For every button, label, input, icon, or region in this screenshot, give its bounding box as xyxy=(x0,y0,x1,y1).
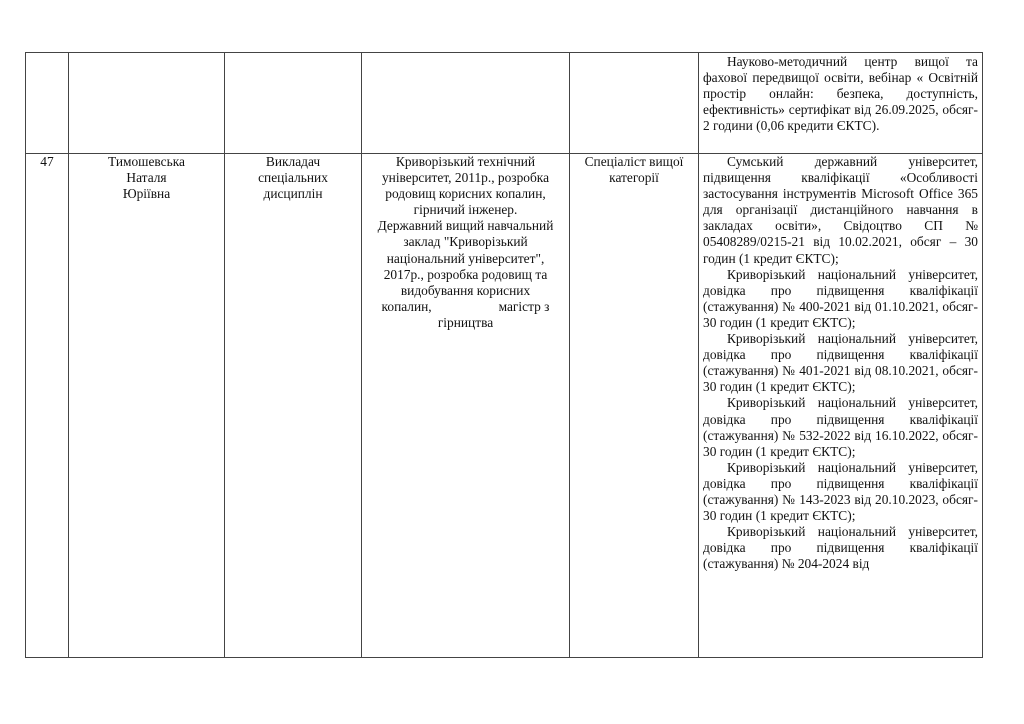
course-entry: Криворізький національний університет, довідка про підвищення кваліфікації (стажування) № 143-2023 від 20.10.2023, обсяг- 30 годин (1 кредит ЄКТС); xyxy=(703,459,978,524)
course-entry: Сумський державний університет, підвищення кваліфікації «Особливості застосування інструментів Microsoft Office 365 для організації дистанційного навчання в закладах освіти», Свідоцтво СП № 05408289/0215-21 від 10.02.2021, обсяг – 30 годин (1 кредит ЄКТС); xyxy=(703,154,978,266)
name-line: Тимошевська xyxy=(108,154,185,169)
category-line: Спеціаліст вищої xyxy=(584,154,684,169)
cell-education xyxy=(362,53,570,154)
education-line: гірничий інженер. xyxy=(413,202,518,218)
education-line: заклад "Криворізький xyxy=(403,234,528,250)
cell-number: 47 xyxy=(26,154,69,658)
table-row-continued xyxy=(26,53,983,154)
name-line: Юріївна xyxy=(122,186,171,202)
education-line: Криворізький технічний xyxy=(395,154,536,169)
course-entry: Криворізький національний університет, довідка про підвищення кваліфікації (стажування) № 204-2024 від xyxy=(703,524,978,572)
education-line: національний університет", xyxy=(386,250,545,266)
cell-full-name xyxy=(69,154,225,658)
education-line: копалин, магістр з xyxy=(381,298,550,314)
course-entry: Криворізький національний університет, довідка про підвищення кваліфікації (стажування) № 401-2021 від 08.10.2021, обсяг- 30 годин (1 кредит ЄКТС); xyxy=(703,331,978,395)
cell-education xyxy=(362,154,570,658)
course-entry: Криворізький національний університет, довідка про підвищення кваліфікації (стажування) № 532-2022 від 16.10.2022, обсяг- 30 годин (1 кредит ЄКТС); xyxy=(703,395,978,459)
education-line: Державний вищий навчальний xyxy=(377,218,554,234)
cell-category xyxy=(570,53,699,154)
name-line: Наталя xyxy=(126,170,167,186)
cell-full-name xyxy=(69,53,225,154)
cell-qualification-courses xyxy=(699,53,983,154)
cell-category xyxy=(570,154,699,658)
staff-qualification-table xyxy=(25,52,983,658)
course-entry: Криворізький національний університет, довідка про підвищення кваліфікації (стажування) № 400-2021 від 01.10.2021, обсяг- 30 годин (1 кредит ЄКТС); xyxy=(703,266,978,330)
cell-qualification-courses xyxy=(699,154,983,658)
cell-number xyxy=(26,53,69,154)
category-line: категорії xyxy=(609,170,659,186)
position-line: Викладач xyxy=(265,154,321,169)
position-line: спеціальних xyxy=(258,170,328,186)
education-line: гірництва xyxy=(437,314,494,330)
cell-position xyxy=(225,154,362,658)
education-line: родовищ корисних копалин, xyxy=(385,186,546,202)
position-line: дисциплін xyxy=(263,186,323,202)
education-line: університет, 2011р., розробка xyxy=(381,170,550,186)
table-row-47 xyxy=(26,154,983,658)
cell-position xyxy=(225,53,362,154)
education-line: видобування корисних xyxy=(400,282,531,298)
course-entry: Науково-методичний центр вищої та фахової передвищої освіти, вебінар « Освітній простір онлайн: безпека, доступність, ефективність» сертифікат від 26.09.2025, обсяг- 2 години (0,06 кредити ЄКТС). xyxy=(703,54,978,134)
education-line: 2017р., розробка родовищ та xyxy=(383,266,548,282)
